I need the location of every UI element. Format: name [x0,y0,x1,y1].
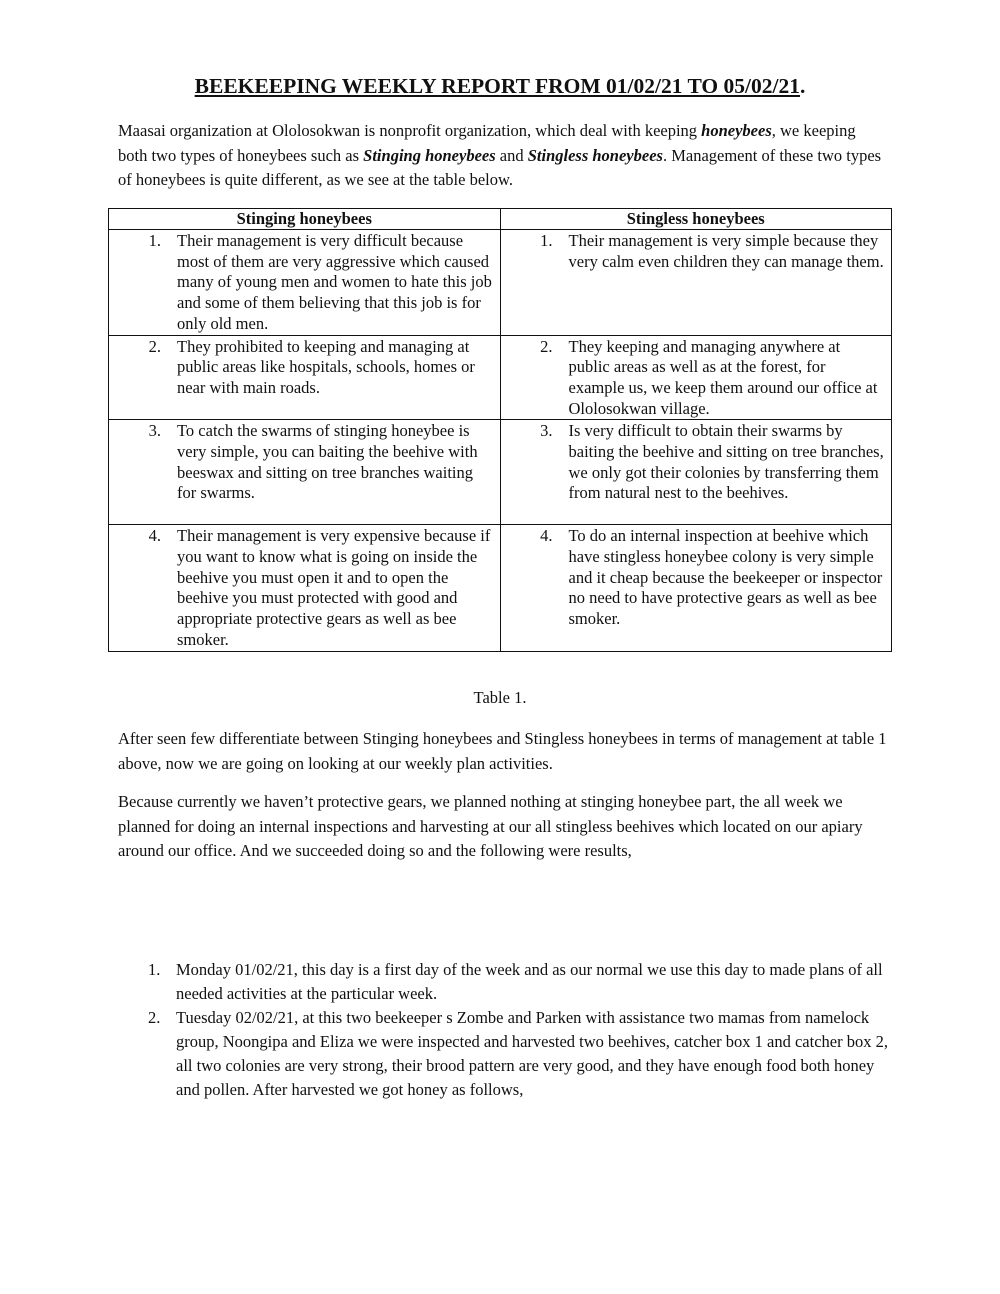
header-stingless: Stingless honeybees [500,209,892,230]
list-item-text: Tuesday 02/02/21, at this two beekeeper s Zombe and Parken with assistance two mamas from namelock group, Noongipa and Eliza we were inspected and harvested two beehives, catcher box 1 and catcher box 2, all two colonies are very strong, their brood pattern are very good, and they have enough food both honey and pollen. After harvested we got honey as follows, [176,1008,888,1099]
daily-results-list [118,958,888,1102]
cell-text: Their management is very expensive because if you want to know what is going on inside the beehive you must open it and to open the beehive you must protected with good and appropriate protective gears as well as bee smoker. [177,526,491,649]
report-title-period: . [799,74,806,98]
cell-text: Their management is very difficult because most of them are very aggressive which caused many of young men and women to hate this job and some of them believing that this job is for only old men. [177,231,492,333]
row-number: 2. [148,336,161,356]
comparison-table [108,208,892,652]
row-number: 1. [148,231,161,250]
row-number: 4. [148,526,161,546]
table-cell-stingless [500,230,892,336]
cell-text: To catch the swarms of stinging honeybee is very simple, you can baiting the beehive with beeswax and sitting on tree branches waiting for swarms. [177,421,478,503]
intro-emph-stingless: Stingless honeybees [527,145,663,165]
paragraph-transition: After seen few differentiate between Stinging honeybees and Stingless honeybees in terms of management at table 1 above, now we are going on looking at our weekly plan activities. [118,729,887,773]
cell-text: To do an internal inspection at beehive which have stingless honeybee colony is very simple and it cheap because the beekeeper or inspector no need to have protective gears as well as bee smoker. [568,526,883,629]
report-title [0,74,1000,99]
cell-text: They keeping and managing anywhere at public areas as well as at the forest, for example us, we keep them around our office at Ololosokwan village. [568,336,878,418]
row-number: 3. [540,421,553,441]
intro-emph-stinging: Stinging honeybees [363,145,496,165]
table-row [109,230,892,336]
table-cell-stinging [109,335,501,420]
table-header-row [109,209,892,230]
intro-text-4: . Management of these two types of honeybees is quite different, as we see at the table below. [118,145,882,189]
list-item-number: 2. [148,1008,161,1027]
row-number: 2. [540,336,553,356]
list-item-text: Monday 01/02/21, this day is a first day of the week and as our normal we use this day to made plans of all needed activities at the particular week. [176,960,883,1003]
intro-emph-honeybees: honeybees [701,121,772,140]
table-cell-stingless [500,335,892,420]
intro-paragraph [118,119,888,193]
paragraph-plan: Because currently we haven’t protective gears, we planned nothing at stinging honeybee part, the all week we planned for doing an internal inspections and harvesting at our all stingless beehives which located on our apiary around our office. And we succeeded doing so and the following were results, [118,792,863,860]
table-caption: Table 1. [473,688,527,707]
header-stinging: Stinging honeybees [109,209,501,230]
list-item [118,1006,888,1102]
table-row [109,525,892,651]
table-cell-stinging [109,230,501,336]
report-title-text: BEEKEEPING WEEKLY REPORT FROM 01/02/21 TO 05/02/21 [194,74,800,98]
intro-text-3: and [495,145,528,165]
table-row [109,335,892,420]
cell-text: They prohibited to keeping and managing at public areas like hospitals, schools, homes or near with main roads. [177,336,475,397]
cell-text: Their management is very simple because they very calm even children they can manage them. [568,231,884,271]
row-number: 1. [540,231,553,250]
table-row [109,420,892,525]
row-number: 3. [148,421,161,441]
cell-text: Is very difficult to obtain their swarms by baiting the beehive and sitting on tree branches, we only got their colonies by transferring them from natural nest to the beehives. [568,421,884,503]
row-number: 4. [540,526,553,546]
table-cell-stinging [109,525,501,651]
list-item-number: 1. [148,960,161,979]
intro-text-2: , we keeping both two types of honeybees such as [118,121,856,165]
table-cell-stingless [500,525,892,651]
table-cell-stinging [109,420,501,525]
list-item [118,958,888,1006]
intro-text-1: Maasai organization at Ololosokwan is nonprofit organization, which deal with keeping [118,121,702,140]
table-cell-stingless [500,420,892,525]
